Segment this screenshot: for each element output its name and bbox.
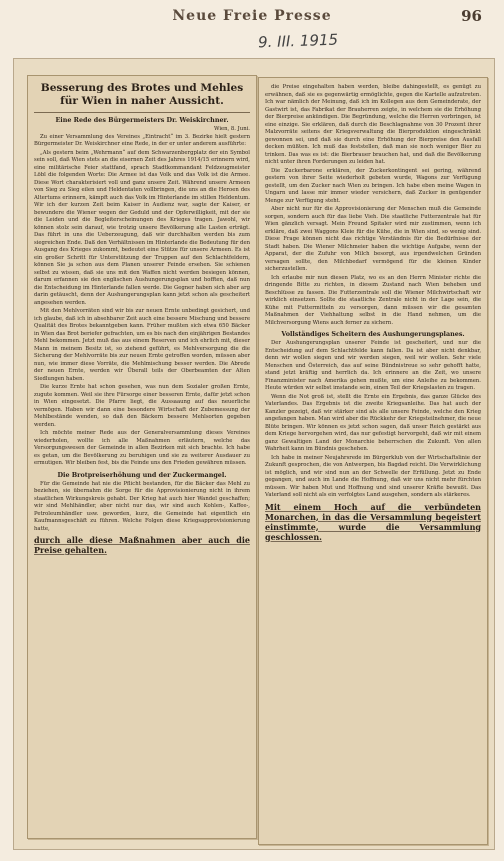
body-paragraph: die Preise eingehalten haben werden, bleibe dahingestellt, es genügt zu erwähnen, daß sie es gegenwärtig ermöglichte, gegen die Kartelle aufzutreten. Ich war nämlich der Meinung, daß ich im Kollegen aus dem Gemeinderate, der Gastwirt ist, das Fabrikat der Brauherren zeigte, in welchem sie die Erhöhung der Bierpreise ankündigen. Die Begründung, welche die Herren vorbringen, ist eine einzige. Sie erklären, daß durch die Beschlagnahme von 30 Prozent ihrer Malzvorräte seitens der Kriegsverwaltung die Bierproduktion eingeschränkt gewonnen sei, und daß sie durch eine Erhöhung der Bierpreise den Ausfall decken müßten. Ich muß das feststellen, daß man sie noch weniger Bier zu trinken. Das was es ist: die Bierbrauer brauchen hat, und daß die Bevölkerung nicht unter ihren Forderungen zu leiden hat. [265, 84, 481, 165]
section-title-starvation-plan: Vollständiges Scheitern des Aushungerungsplanes. [281, 330, 465, 338]
body-paragraph: Die Zuckerbarone erklären, der Zuckerkontingent sei gering, während gestern von ihrer Seite wiederholt gebeten wurde, Wagons zur Verfügung gestellt, um den Zucker nach Wien zu bringen. Ich habe eben meine Wagen in Ungarn und lasse mir immer wieder versichern, daß Zucker in genügender Menge zur Verfügung steht. [265, 167, 481, 204]
clipping-right-column [258, 77, 488, 845]
right-column-text [265, 84, 481, 838]
body-paragraph: Die kurze Ernte hat schon gesehen, was nun dem Sozialer großen Ernte, zugute kommen. Weil sie ihre Fürsorge einer besseren Ernte, dafür jetzt schon in Wien eingesetzt. Die Pfarre liegt, die Aussaaung auf das neuerliche vermögen. Haben wir dann eine besondere Wirtschaft der Zubemessung der Mehlbestände wenden, so daß den Bäckern bessere Mehlsorten gegeben werden. [34, 384, 250, 428]
body-paragraph: Für die Gemeinde hat nie die Pflicht bestanden, für die Bäcker das Mehl zu beziehen, sie übernahm die Sorge für die Approvisionierung nicht in ihrem staatlichen Wirkungskreis gehabt. Der Krieg hat auch hier Wandel geschaffen; wir sind Mehlhändler, aber nicht nur das, wir sind auch Kohlen-, Kaffee-, Petroleumhändler usw. geworden, kurz, die Gemeinde hat eigentlich ein Kaufmannsgeschäft zu führen. Welche Folgen diese Kriegsapprovisionierung hatte, [34, 480, 250, 532]
article-dateline: Wien, 8. Juni. [213, 126, 250, 132]
underlined-closing-line: durch alle diese Maßnahmen aber auch die Preise gehalten. [34, 535, 250, 555]
article-subhead: Eine Rede des Bürgermeisters Dr. Weiskirchner. [55, 116, 229, 124]
body-paragraph: „Als gestern beim „Wehrmann“ auf dem Schwarzenbergplatz der ein Symbol sein soll, daß Wien stets an die eisernen Zeit des Jahres 1914/15 erinnern wird, eine militärische Feier stattfand, sprach Stadtkommandant Feldzeugmeister Löbl die folgenden Worte: Die Armee ist das Volk und das Volk ist die Armee. Diese Wort charakterisiert voll und ganz unsere Zeit. Während unsere Armeen von Sieg zu Sieg eilen und Heldentaten vollbringen, die uns an die Heroen des Altertums erinnern, kämpft auch das Volk im Hinterlande im stillen Heldentum. Wir ich der kurzen Zeit beim Kaiser in Audienz war, sagte der Kaiser, er bewundere die Wiener wegen der Geduld und der Opferwilligkeit, mit der sie die Leiden und die Begleiterscheinungen des Krieges tragen. Jawohl, wir können stolz sein darauf, wie trotzig unsere Bevölkerung alle Lasten erträgt. Das führt in uns die Ueberzeugung, daß wir durchhalten werden bis zum siegreichen Ende. Daß den Verhältnissen im Hinterlande die Bedeutung für den Ausgang des Krieges zukommt, bedeutet eine Stütze für unsere Armeen. Es ist ein großer Schritt für Unterstützung der Truppen auf den Schlachtfeldern, können Sie ja schon aus dem Planen unserer Feinde ersehen. Sie schienen selbst zu wissen, daß sie uns mit den Waffen nicht werden besiegen können, darum erfannen sie den englischen Aushungerungsplan und hofften, daß nun die Entscheidung im Hinterlande fallen werde. Die Gegner haben sich aber arg darin getäuscht, denn der Aushungerungsplan kann jetzt schon als gescheitert angesehen werden. [34, 149, 250, 306]
clipping-left-column [27, 75, 257, 839]
handwritten-date: 9. III. 1915 [257, 30, 339, 52]
underlined-closing-line: Mit einem Hoch auf die verbündeten Monarchen, in das die Versammlung begeistert einstimmte, wurde die Versammlung geschlossen. [265, 501, 481, 542]
page-number: 96 [461, 7, 482, 25]
body-paragraph: Ich erlaube mir nun diesen Platz, wo es an den Herrn Minister richte die dringende Bitte zu richten, in diesem Zustand nach Wien beheben und Beschlüsse zu fassen. Die Futterzentrale soll die Wiener Milchwirtschaft wir wirklich einsetzen. Sollte die staatliche Zentrale nicht in der Lage sein, die Kühe mit Futtermitteln zu versorgen, dann müssen wir die gesamten Maßnahmen der Viehhaltung selbst in die Hand nehmen, um die Milchversorgung Wiens auch ferner zu sichern. [265, 274, 481, 326]
section-title-bread-price: Die Brotpreiserhöhung und der Zuckermangel. [57, 470, 227, 479]
body-paragraph: Der Aushungerungsplan unserer Feinde ist gescheitert, und nur die Entscheidung auf dem Schlachtfelde kann fallen. Da ist aber nicht denkbar, denn wir wollen siegen und wir werden siegen, weil wir wollen. Sehr viele Menschen und Österreich, das auf seine Bündnistreue so sehr gehofft hatte, stand jetzt kräftig und herrlich da. Ich erinnere an die Zeit, wo unsere Finanzminister nach Amerika gehen mußte, um eine Anleihe zu bekommen. Heute würden wir selbst imstande sein, einen Teil der Kriegslasten zu tragen. [265, 340, 481, 391]
body-paragraph: Zu einer Versammlung des Vereines „Eintracht“ im 3. Bezirke hielt gestern Bürgermeister Dr. Weiskirchner eine Rede, in der er unter anderem ausführte: [34, 133, 250, 147]
article-headline: Besserung des Brotes und Mehles für Wien in naher Aussicht. [34, 82, 250, 113]
body-paragraph: Mit den Mehlvorräten sind wir bis zur neuen Ernte unbedingt gesichert, und ich glaube, daß ich in absehbarer Zeit auch eine bessere Mischung und bessere Qualität des Brotes bekanntgeben kann. Früher mußten sich etwa 650 Bäcker in Wien das Brot beriefer gefrachten, um es bis nach den einjährigen Bestandes Mehl bekommen. Jetzt muß das aus einem Reserven und ich ehrlich mit, dieser Mann in meinem Besitz ist, so ziehend geführt, es Mehlversorgung die die Sicherung der Mehlvorräte bis zur neuen Ernte getroffen worden, müssen aber nun, wie immer diese Vorräte, die Mehlmischung besser werden. Die Abrede der neuen Ernte, werden wir Überall teils der Oberbeamten der Alten Siedlungen haben. [34, 308, 250, 382]
body-paragraph: Ich möchte meiner Rede aus der Generalversammlung dieses Vereines wiederholen, wollte ich alle Maßnahmen erläutern, welche das Versorgungswesen der Gemeinde in allen Bezirken mit sich brachte. Ich habe es getan, um die Bevölkerung zu beruhigen und sie zu weiterer Ausdauer zu ermutigen. Wir bleiben fest, bis die Feinde uns den Frieden gewähren müssen. [34, 430, 250, 466]
body-paragraph: Ich habe in meiner Neujahrsrede im Bürgerklub von der Wirtschaftslinie der Zukunft gesprochen, die von Antwerpen, bis Bagdad reicht. Die Verwirklichung ist möglich, und wir sind nun an der Schwelle der Erfüllung. Jetzt zu Ende gegangen, und auch im Lande die Hoffnung, daß wir uns nicht mehr fürchten müssen. Wir haben Mut und Hoffnung und sind unserer Kräfte bewußt. Das Vaterland soll nicht als ein verfolgtes Land ausgehen, sondern als stärkeres. [265, 454, 481, 498]
body-paragraph: Aber nicht nur für die Approvisionierung der Menschen muß die Gemeinde sorgen, sondern auch für das liebe Vieh. Die staatliche Futterzentrale hat für Wien gänzlich versagt. Mein Freund Spitaler wird mir zustimmen, wenn ich erkläre, daß zwei Waggons Kleie für die Kühe, die in Wien sind, so wenig sind. Diese Frage können nicht das richtige Verständnis für die Bedürfnisse der Stadt haben. Die Wiener Milchmeier haben die wichtige Aufgabe, wenn der Apparat, der die Zufuhr von Milch besorgt, aus irgendwelchen Gründen versagen sollte, den Milchbedarf vermögend für die kleinen Kinder sicherzustellen. [265, 206, 481, 272]
left-column-text [34, 82, 250, 832]
body-paragraph: Wenn die Not groß ist, stellt die Ernte ein Ergebnis, das ganze Glücke des Vaterlandes. Das Ergebnis ist die zweite Kriegsanleihe. Das hat auch der Kanzler gezeigt, daß wir stärker sind als alle unsere Feinde, welche den Krieg angefangen haben. Man wird aber die Rückkehr der Kriegsteilnehmer, die neue Blüte bringen. Wir können es jetzt schon sagen, daß unser Reich gestärkt aus dem Kriege hervorgehen wird, das nur gefestigt hervorgeht, daß wir mit einem ganz Gewaltigen Land der Monarchie beherrschen die Zukunft. Von allen Wahrheit kann im Bündnis geschehen. [265, 393, 481, 452]
newspaper-title: Neue Freie Presse [172, 8, 332, 24]
